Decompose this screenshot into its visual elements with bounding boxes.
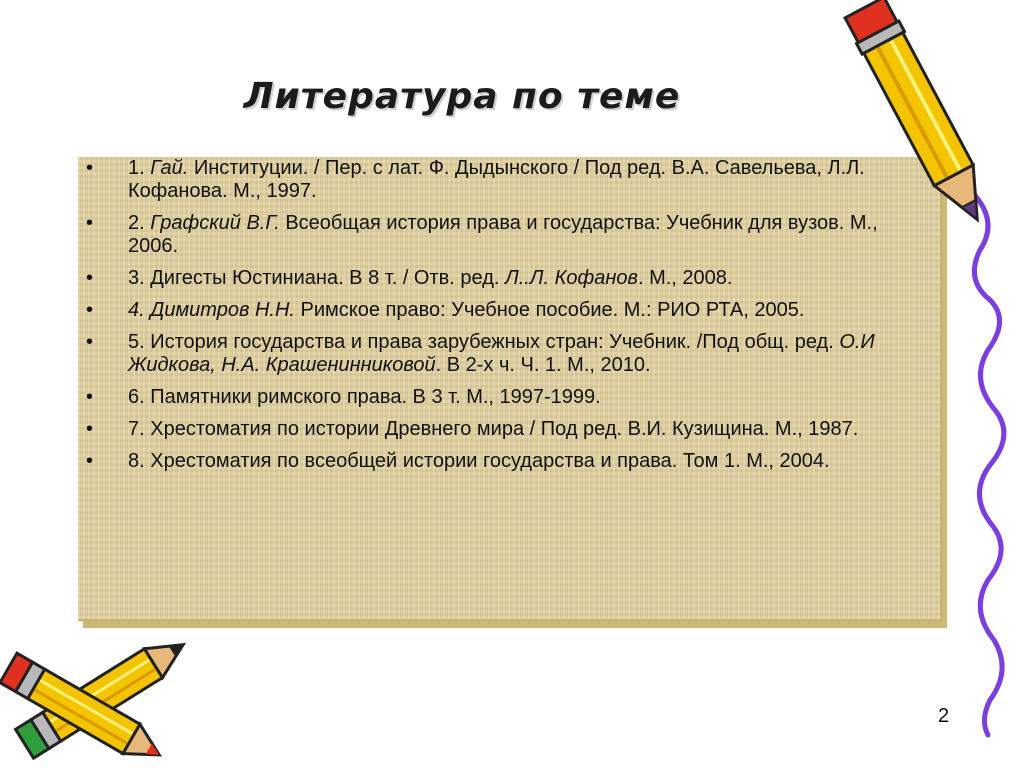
bullet-icon: • [86,212,94,234]
list-item [84,157,930,203]
list-item [84,386,930,409]
item-text: 2. Графский В.Г. Всеобщая история права и государства: Учебник для вузов. М., 2006. [128,212,878,257]
bullet-icon: • [86,299,94,321]
item-text: 7. Хрестоматия по истории Древнего мира / Под ред. В.И. Кузищина. М., 1987. [128,418,859,440]
list-item [84,331,930,377]
list-item [84,299,930,322]
literature-list [84,157,930,482]
bullet-icon: • [86,157,94,179]
list-item [84,450,930,473]
list-item [84,267,930,290]
item-text: 3. Дигесты Юстиниана. В 8 т. / Отв. ред. Л..Л. Кофанов. М., 2008. [128,267,733,289]
bullet-icon: • [86,267,94,289]
item-text: 6. Памятники римского права. В 3 т. М., 1997-1999. [128,386,601,408]
list-item [84,212,930,258]
crossed-pencils-icon [0,618,210,768]
list-item [84,418,930,441]
item-text: 1. Гай. Институции. / Пер. с лат. Ф. Дыдынского / Под ред. В.А. Савельева, Л.Л. Кофанова. М., 1997. [128,157,865,202]
bullet-icon: • [86,386,94,408]
slide-title: Литература по теме [243,76,681,117]
squiggle-line-icon [960,180,1020,740]
item-text: 5. История государства и права зарубежных стран: Учебник. /Под общ. ред. О.И Жидкова, Н.А. Крашенинниковой. В 2-х ч. Ч. 1. М., 2010. [128,331,875,376]
bullet-icon: • [86,450,94,472]
bullet-icon: • [86,331,94,353]
item-text: 4. Димитров Н.Н. Римское право: Учебное пособие. М.: РИО РТА, 2005. [128,299,805,321]
bullet-icon: • [86,418,94,440]
pencil-icon [855,0,1005,245]
item-text: 8. Хрестоматия по всеобщей истории государства и права. Том 1. М., 2004. [128,450,830,472]
page-number: 2 [938,705,950,727]
